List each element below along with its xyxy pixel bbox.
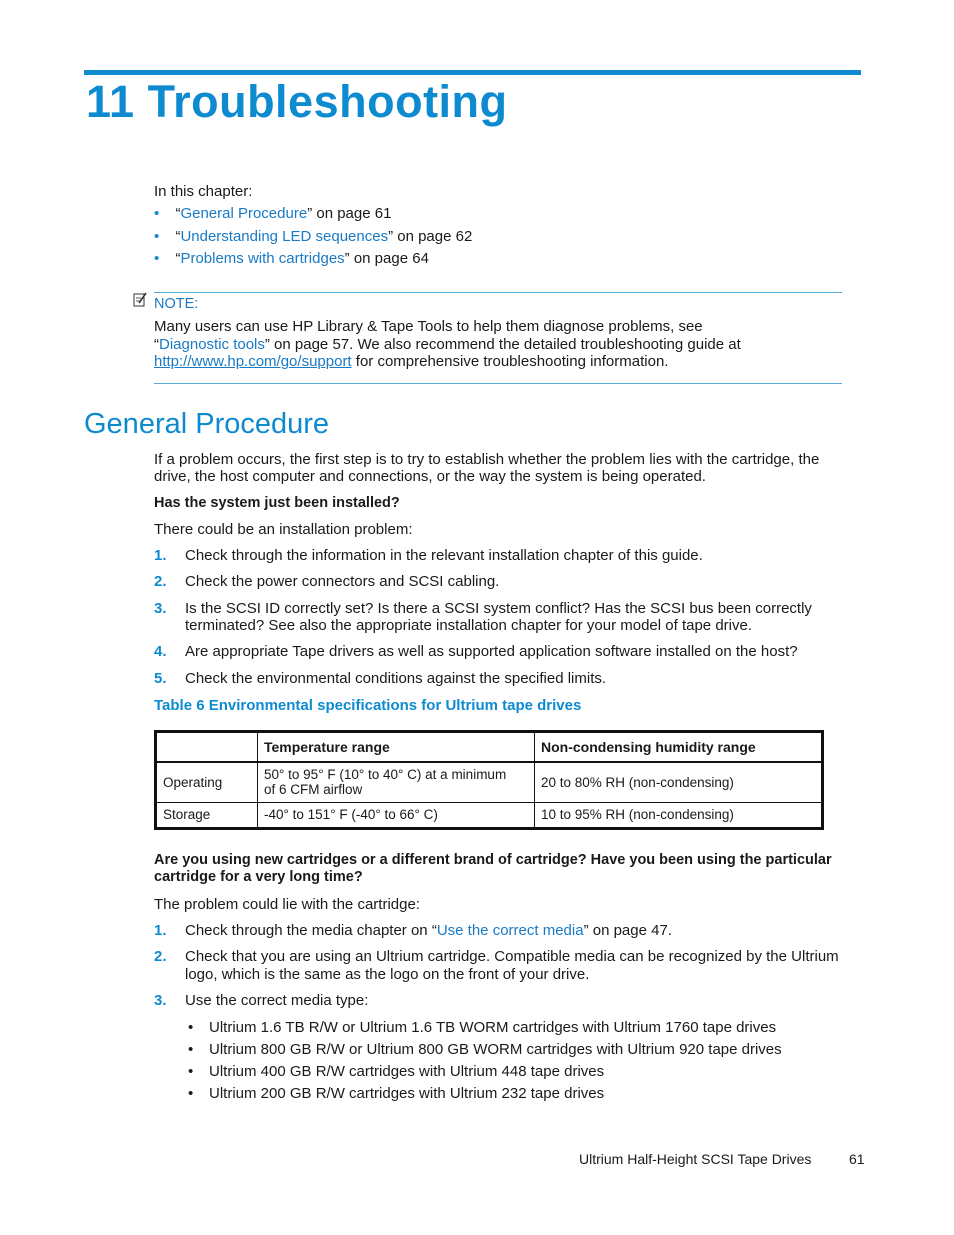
link-general-procedure[interactable]: General Procedure <box>180 205 308 222</box>
bullet-icon: • <box>188 1041 194 1058</box>
table-cell-humidity: 10 to 95% RH (non-condensing) <box>535 802 823 828</box>
footer-page-number: 61 <box>849 1151 865 1167</box>
chapter-title: 11 Troubleshooting <box>86 76 508 127</box>
intro-item-led-sequences: • “Understanding LED sequences” on page 62 <box>154 228 473 245</box>
list-item: • Ultrium 200 GB R/W cartridges with Ultrium 232 tape drives <box>188 1085 605 1102</box>
list-item: • Ultrium 800 GB R/W or Ultrium 800 GB WORM cartridges with Ultrium 920 tape drives <box>188 1041 782 1058</box>
table-header-row <box>156 732 823 763</box>
table-cell-temperature: 50° to 95° F (10° to 40° C) at a minimum of 6 CFM airflow <box>258 762 535 802</box>
question-installed: Has the system just been installed? <box>154 495 400 511</box>
link-diagnostic-tools[interactable]: Diagnostic tools <box>159 336 265 353</box>
section-title-general-procedure: General Procedure <box>84 408 330 440</box>
table-header-temperature: Temperature range <box>258 732 535 763</box>
note-line-3: http://www.hp.com/go/support for comprehensive troubleshooting information. <box>154 353 669 370</box>
general-para-line-2: drive, the host computer and connections, or the way the system is being operated. <box>154 468 706 485</box>
cartridge-lead: The problem could lie with the cartridge: <box>154 896 420 913</box>
table-row <box>156 762 823 802</box>
link-problems-with-cartridges[interactable]: Problems with cartridges <box>180 250 345 267</box>
table-cell-label: Storage <box>156 802 258 828</box>
note-line-2: “Diagnostic tools” on page 57. We also recommend the detailed troubleshooting guide at <box>154 336 741 353</box>
environmental-spec-table <box>154 730 824 830</box>
bullet-icon: • <box>154 250 160 267</box>
bullet-icon: • <box>154 205 160 222</box>
question-cartridge-line-2: cartridge for a very long time? <box>154 869 363 885</box>
intro-lead: In this chapter: <box>154 183 253 200</box>
intro-item-general-procedure: • “General Procedure” on page 61 <box>154 205 392 222</box>
note-bottom-rule <box>154 383 842 384</box>
bullet-icon: • <box>188 1019 194 1036</box>
question-cartridge-line-1: Are you using new cartridges or a different brand of cartridge? Have you been using the particular <box>154 852 832 868</box>
table-header-blank <box>156 732 258 763</box>
list-item: • Ultrium 400 GB R/W cartridges with Ultrium 448 tape drives <box>188 1063 605 1080</box>
intro-item-problems-cartridges: • “Problems with cartridges” on page 64 <box>154 250 429 267</box>
table-cell-label: Operating <box>156 762 258 802</box>
note-top-rule <box>154 292 842 293</box>
link-use-the-correct-media[interactable]: Use the correct media <box>436 922 584 939</box>
footer-doc-title: Ultrium Half-Height SCSI Tape Drives <box>579 1151 812 1167</box>
link-hp-support-url[interactable]: http://www.hp.com/go/support <box>154 353 352 370</box>
table-row <box>156 802 823 828</box>
bullet-icon: • <box>188 1085 194 1102</box>
installation-lead: There could be an installation problem: <box>154 521 413 538</box>
bullet-icon: • <box>154 228 160 245</box>
table-header-humidity: Non-condensing humidity range <box>535 732 823 763</box>
note-line-1: Many users can use HP Library & Tape Tools to help them diagnose problems, see <box>154 318 703 335</box>
table-cell-humidity: 20 to 80% RH (non-condensing) <box>535 762 823 802</box>
chapter-rule <box>84 70 861 75</box>
link-understanding-led-sequences[interactable]: Understanding LED sequences <box>180 228 389 245</box>
general-para-line-1: If a problem occurs, the first step is to try to establish whether the problem lies with the cartridge, the <box>154 451 820 468</box>
bullet-icon: • <box>188 1063 194 1080</box>
table-cell-temperature: -40° to 151° F (-40° to 66° C) <box>258 802 535 828</box>
table-title: Table 6 Environmental specifications for Ultrium tape drives <box>154 697 582 714</box>
note-pencil-icon <box>133 292 147 307</box>
note-label: NOTE: <box>154 296 199 312</box>
list-item: • Ultrium 1.6 TB R/W or Ultrium 1.6 TB WORM cartridges with Ultrium 1760 tape drives <box>188 1019 777 1036</box>
